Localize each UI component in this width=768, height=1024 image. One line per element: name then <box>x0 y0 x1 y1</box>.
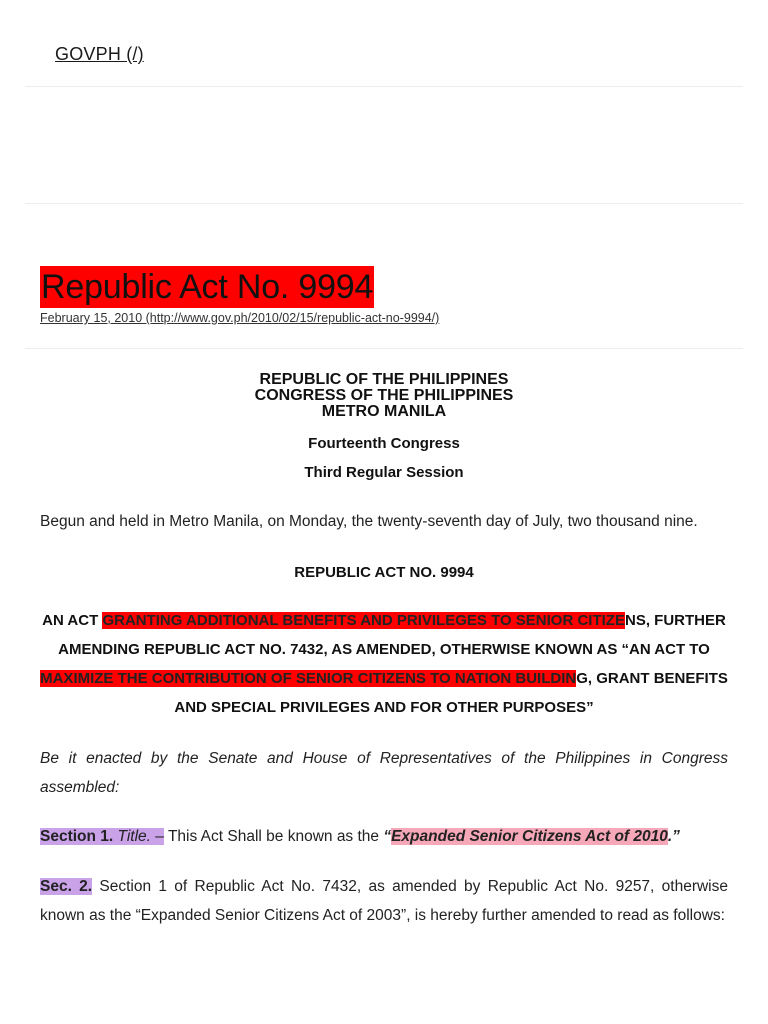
section-1-dash: – <box>150 828 164 845</box>
section-2-label: Sec. 2. <box>40 878 93 895</box>
section-1-label: Section 1. <box>40 828 114 845</box>
session-label: Third Regular Session <box>304 464 464 481</box>
section-1-text: This Act Shall be known as the <box>163 828 384 845</box>
act-title-part-2: NS, FURTHER AMENDING REPUBLIC ACT NO. 7432, AS AMENDED, OTHERWISE KNOWN AS “AN ACT TO <box>58 612 726 658</box>
permalink-date-link[interactable]: February 15, 2010 (http://www.gov.ph/2010/02/15/republic-act-no-9994/) <box>40 311 440 325</box>
act-title-part-1: AN ACT <box>42 612 103 629</box>
section-1-label-highlight <box>40 828 164 845</box>
section-1-quote-open: “ <box>383 828 392 845</box>
section-1-act-name: Expanded Senior Citizens Act of 2010 <box>391 828 668 845</box>
doc-header-line-2: CONGRESS OF THE PHILIPPINES <box>254 387 514 404</box>
act-title-part-3: G, GRANT BENEFITS AND SPECIAL PRIVILEGES AND FOR OTHER PURPOSES” <box>174 670 728 716</box>
section-2 <box>40 872 728 930</box>
page-title: Republic Act No. 9994 <box>41 268 374 306</box>
congress-label: Fourteenth Congress <box>308 435 460 452</box>
title-block <box>40 266 374 308</box>
banner-divider <box>25 203 743 204</box>
act-title-highlight-2: MAXIMIZE THE CONTRIBUTION OF SENIOR CITIZENS TO NATION BUILDIN <box>40 670 577 687</box>
govph-home-link[interactable]: GOVPH (/) <box>55 44 144 64</box>
title-divider <box>25 348 743 349</box>
act-number: REPUBLIC ACT NO. 9994 <box>294 564 474 581</box>
section-2-text: Section 1 of Republic Act No. 7432, as amended by Republic Act No. 9257, otherwise known as the “Expanded Senior Citizens Act of 2003”, is hereby further amended to read as follows: <box>40 878 728 924</box>
begun-paragraph: Begun and held in Metro Manila, on Monday, the twenty-seventh day of July, two thousand nine. <box>40 513 698 530</box>
section-1-quote-close: .” <box>667 828 680 845</box>
doc-header-line-3: METRO MANILA <box>321 403 447 420</box>
doc-header-line-1: REPUBLIC OF THE PHILIPPINES <box>259 371 509 388</box>
section-1-title: Title. <box>117 828 151 845</box>
act-title-highlight-1: GRANTING ADDITIONAL BENEFITS AND PRIVILEGES TO SENIOR CITIZE <box>102 612 625 629</box>
enacting-clause: Be it enacted by the Senate and House of Representatives of the Philippines in Congress assembled: <box>40 750 728 796</box>
header-divider <box>25 86 743 87</box>
act-title <box>40 606 728 722</box>
section-1 <box>40 822 728 851</box>
